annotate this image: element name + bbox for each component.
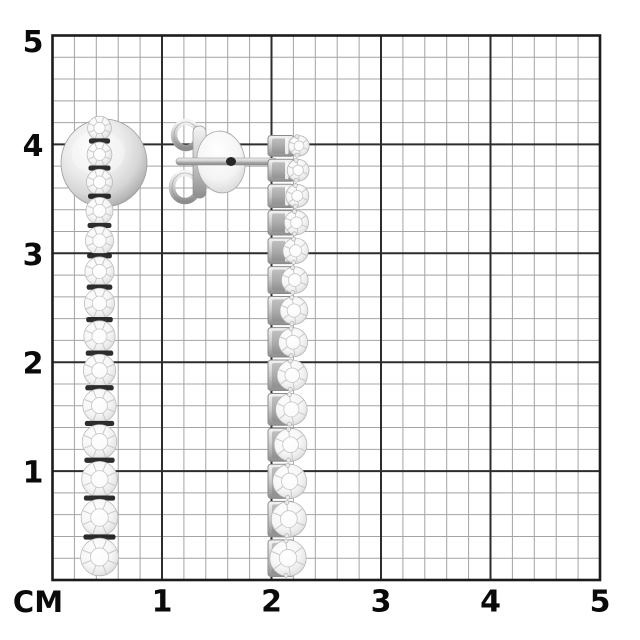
stone-table bbox=[286, 335, 300, 349]
stone-table bbox=[91, 434, 108, 451]
stone-table bbox=[294, 141, 304, 151]
stone-table bbox=[91, 398, 107, 414]
stone-table bbox=[284, 402, 299, 417]
prong-tip-top bbox=[291, 266, 295, 270]
prong-tip-top bbox=[288, 359, 292, 363]
stone-table bbox=[93, 234, 106, 247]
prong-tip-bottom bbox=[286, 495, 290, 499]
y-axis-label-5: 5 bbox=[22, 25, 44, 60]
y-axis-label-1: 1 bbox=[22, 455, 44, 491]
prong-tip-bottom bbox=[293, 204, 297, 208]
stone-table bbox=[283, 437, 299, 453]
stone-table bbox=[280, 511, 297, 528]
x-axis-label-1: 1 bbox=[151, 584, 173, 620]
grid-minor-lines bbox=[53, 36, 601, 581]
stone-table bbox=[291, 217, 303, 229]
stone-table bbox=[288, 274, 301, 287]
prong-tip-bottom bbox=[286, 458, 290, 462]
prong-tip-top bbox=[290, 296, 294, 300]
prong-tip-bottom bbox=[284, 573, 288, 577]
prong-tip-top bbox=[292, 210, 296, 214]
stone-table bbox=[92, 296, 107, 311]
grid-major-lines bbox=[53, 36, 601, 581]
prong-tip-top bbox=[286, 463, 290, 467]
x-axis-label-5: 5 bbox=[589, 584, 611, 620]
stone-table bbox=[94, 149, 106, 161]
stone-table bbox=[93, 176, 105, 188]
minor-gridlines bbox=[53, 36, 601, 581]
prong-tip-top bbox=[295, 135, 299, 139]
stone-table bbox=[290, 245, 302, 257]
prong-tip-top bbox=[294, 158, 298, 162]
post-notch bbox=[226, 157, 236, 166]
prong-tip-bottom bbox=[288, 387, 292, 391]
basket-bright-bar bbox=[285, 138, 289, 155]
stone-table bbox=[279, 549, 296, 566]
stone-table bbox=[94, 122, 105, 133]
y-axis-label-4: 4 bbox=[22, 128, 44, 164]
prong-tip-bottom bbox=[292, 260, 296, 264]
prong-tip-top bbox=[287, 392, 291, 396]
y-axis-label-2: 2 bbox=[22, 346, 44, 382]
major-gridlines bbox=[53, 36, 601, 581]
prong-tip-bottom bbox=[294, 178, 298, 182]
stone-table bbox=[92, 329, 107, 344]
stone-table bbox=[92, 363, 108, 379]
prong-tip-bottom bbox=[285, 534, 289, 538]
basket-inner-shadow bbox=[272, 139, 286, 154]
stone-table bbox=[285, 368, 300, 383]
stone-table bbox=[282, 473, 298, 489]
prong-tip-bottom bbox=[291, 290, 295, 294]
stone-table bbox=[91, 509, 109, 527]
prong-tip-bottom bbox=[292, 232, 296, 236]
stone-table bbox=[92, 264, 106, 278]
x-axis-label-4: 4 bbox=[480, 584, 501, 620]
prong-tip-top bbox=[292, 237, 296, 241]
x-axis-label-2: 2 bbox=[261, 584, 282, 620]
prong-tip-top bbox=[285, 500, 289, 504]
prong-tip-top bbox=[286, 427, 290, 431]
prong-tip-bottom bbox=[289, 354, 293, 358]
stone-table bbox=[90, 548, 108, 566]
stone-table bbox=[93, 204, 106, 217]
basket-inner-shadow bbox=[272, 214, 286, 232]
basket-inner-shadow bbox=[272, 162, 286, 178]
x-axis-label-3: 3 bbox=[370, 584, 392, 620]
prong-tip-bottom bbox=[295, 153, 299, 157]
prong-tip-bottom bbox=[287, 422, 291, 426]
stone-table bbox=[287, 304, 300, 317]
stone-table bbox=[91, 471, 108, 488]
prong-tip-top bbox=[289, 327, 293, 331]
prong-tip-top bbox=[293, 183, 297, 187]
earring-side-view bbox=[172, 122, 309, 578]
basket-inner-shadow bbox=[272, 187, 286, 204]
stone-table bbox=[292, 190, 303, 201]
grid-border bbox=[53, 36, 601, 581]
y-axis-label-3: 3 bbox=[22, 237, 44, 273]
stone-table bbox=[293, 165, 303, 175]
unit-label-cm: СМ bbox=[12, 585, 64, 619]
prong-tip-bottom bbox=[290, 321, 294, 325]
prong-tip-top bbox=[284, 539, 288, 543]
